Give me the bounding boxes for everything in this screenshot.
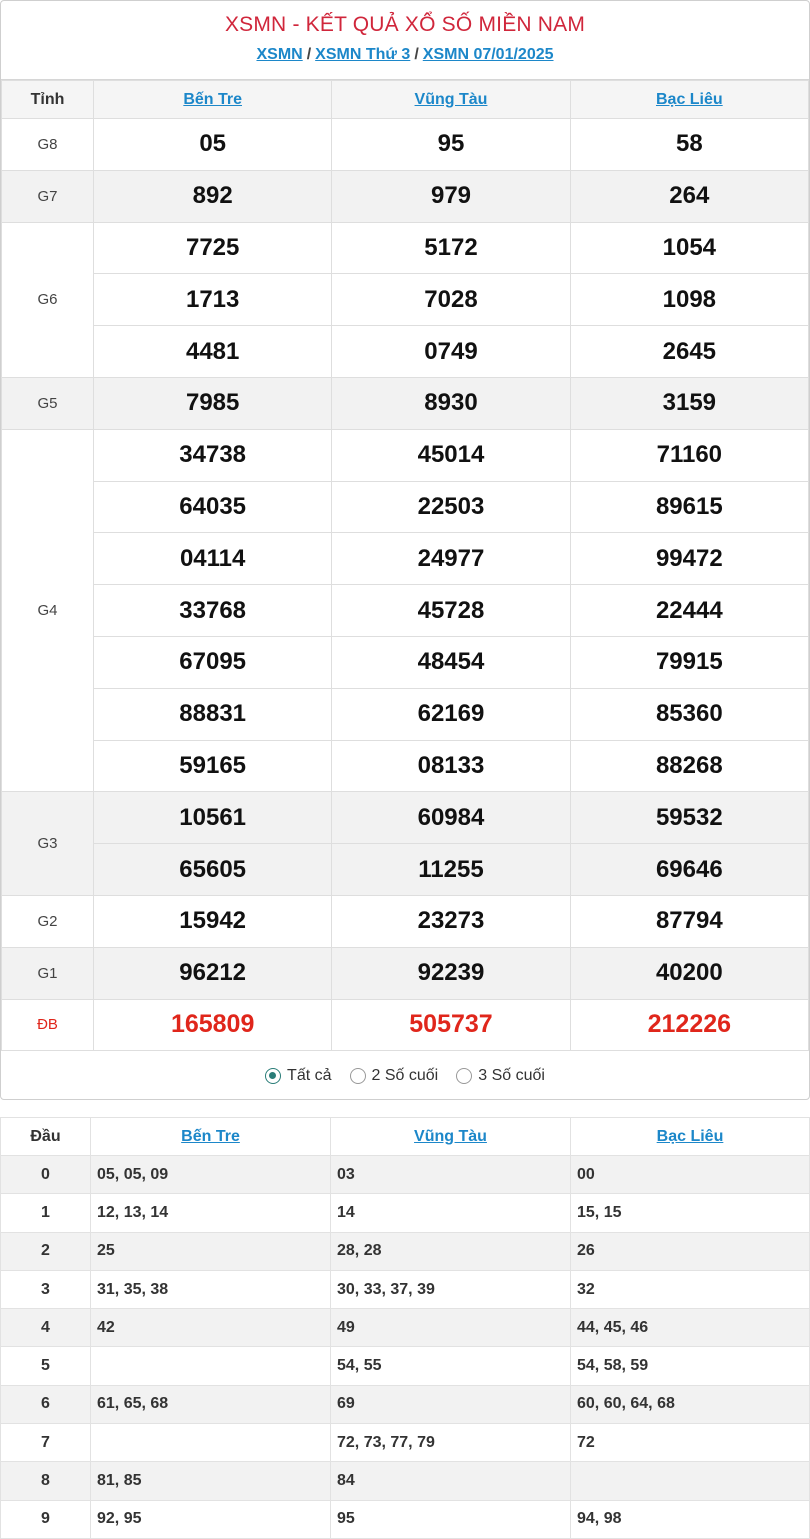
tail-numbers: [91, 1424, 331, 1462]
prize-row-g4: [2, 688, 809, 740]
province-link-bac-lieu[interactable]: Bạc Liêu: [655, 90, 723, 108]
results-table-header: [2, 81, 809, 119]
head-digit-row: [1, 1309, 810, 1347]
radio-selected-icon[interactable]: [265, 1068, 281, 1084]
prize-label: G5: [2, 377, 94, 429]
prize-row-g4: [2, 585, 809, 637]
special-prize-number: 505737: [332, 999, 570, 1051]
prize-number: 79915: [570, 636, 808, 688]
page-title: XSMN - KẾT QUẢ XỔ SỐ MIỀN NAM: [224, 13, 586, 36]
prize-number: 40200: [570, 947, 808, 999]
prize-number: 11255: [332, 844, 570, 896]
prize-number: 1054: [570, 222, 808, 274]
col-header-province: [331, 1118, 571, 1156]
tail-numbers: [571, 1462, 810, 1500]
tail-numbers: 72: [571, 1424, 810, 1462]
tail-numbers: 84: [331, 1462, 571, 1500]
head-digit-row: [1, 1424, 810, 1462]
prize-number: 7985: [94, 377, 332, 429]
tail-numbers: 03: [331, 1156, 571, 1194]
radio-icon[interactable]: [350, 1068, 366, 1084]
prize-row-g7: [2, 170, 809, 222]
tail-numbers: [91, 1347, 331, 1385]
radio-icon[interactable]: [456, 1068, 472, 1084]
tail-numbers: 49: [331, 1309, 571, 1347]
prize-number: 88831: [94, 688, 332, 740]
head-digit: 5: [1, 1347, 91, 1385]
tail-numbers: 26: [571, 1232, 810, 1270]
prize-number: 89615: [570, 481, 808, 533]
head-digit-row: [1, 1347, 810, 1385]
tail-numbers: 81, 85: [91, 1462, 331, 1500]
prize-number: 96212: [94, 947, 332, 999]
prize-row-g4: [2, 636, 809, 688]
results-header: [1, 1, 809, 80]
tail-numbers: 00: [571, 1156, 810, 1194]
head-digit-row: [1, 1270, 810, 1308]
tail-numbers: 44, 45, 46: [571, 1309, 810, 1347]
special-prize-number: 165809: [94, 999, 332, 1051]
province-link-ben-tre[interactable]: Bến Tre: [183, 90, 242, 108]
tail-numbers: 92, 95: [91, 1500, 331, 1538]
prize-row-g6: [2, 326, 809, 378]
prize-label: G1: [2, 947, 94, 999]
tail-numbers: 12, 13, 14: [91, 1194, 331, 1232]
head-digit-row: [1, 1500, 810, 1538]
breadcrumb-link-weekday[interactable]: XSMN Thứ 3: [315, 46, 411, 63]
prize-row-g2: [2, 895, 809, 947]
prize-number: 33768: [94, 585, 332, 637]
tail-numbers: 94, 98: [571, 1500, 810, 1538]
prize-number: 64035: [94, 481, 332, 533]
filter-option-last-3[interactable]: [456, 1067, 545, 1085]
head-digit: 7: [1, 1424, 91, 1462]
prize-label: G8: [2, 119, 94, 171]
breadcrumb: [1, 46, 809, 64]
tail-numbers: 25: [91, 1232, 331, 1270]
filter-option-label: Tất cả: [287, 1066, 332, 1084]
tail-numbers: 54, 58, 59: [571, 1347, 810, 1385]
tail-numbers: 60, 60, 64, 68: [571, 1385, 810, 1423]
province-link-vung-tau[interactable]: Vũng Tàu: [414, 90, 488, 108]
prize-number: 87794: [570, 895, 808, 947]
prize-number: 65605: [94, 844, 332, 896]
prize-number: 45728: [332, 585, 570, 637]
prize-number: 2645: [570, 326, 808, 378]
col-header-province: [571, 1118, 810, 1156]
prize-row-g8: [2, 119, 809, 171]
head-digit: 1: [1, 1194, 91, 1232]
prize-number: 10561: [94, 792, 332, 844]
special-prize-number: 212226: [570, 999, 808, 1051]
tail-numbers: 32: [571, 1270, 810, 1308]
head-digit: 2: [1, 1232, 91, 1270]
head-digit-table-header: [1, 1118, 810, 1156]
prize-row-g4: [2, 740, 809, 792]
breadcrumb-separator: /: [414, 46, 419, 63]
prize-number: 1713: [94, 274, 332, 326]
tail-numbers: 72, 73, 77, 79: [331, 1424, 571, 1462]
prize-number: 8930: [332, 377, 570, 429]
prize-number: 15942: [94, 895, 332, 947]
prize-number: 34738: [94, 429, 332, 481]
prize-row-g4: [2, 481, 809, 533]
prize-number: 95: [332, 119, 570, 171]
prize-number: 62169: [332, 688, 570, 740]
prize-row-g3: [2, 844, 809, 896]
col-header-province: [332, 81, 570, 119]
prize-number: 99472: [570, 533, 808, 585]
prize-row-g4: [2, 533, 809, 585]
col-header-province: [94, 81, 332, 119]
prize-row-g4: [2, 429, 809, 481]
col-header-head-digit: Đầu: [1, 1118, 91, 1156]
col-header-province: [91, 1118, 331, 1156]
prize-number: 22503: [332, 481, 570, 533]
digit-filter: [1, 1051, 809, 1100]
prize-label: G2: [2, 895, 94, 947]
prize-row-g6: [2, 222, 809, 274]
prize-number: 22444: [570, 585, 808, 637]
prize-number: 7028: [332, 274, 570, 326]
prize-number: 979: [332, 170, 570, 222]
province-link-vung-tau[interactable]: Vũng Tàu: [414, 1127, 487, 1145]
breadcrumb-separator: /: [306, 46, 312, 63]
head-digit-row: [1, 1156, 810, 1194]
province-link-ben-tre[interactable]: Bến Tre: [181, 1127, 240, 1145]
prize-number: 1098: [570, 274, 808, 326]
filter-option-label: 2 Số cuối: [371, 1066, 439, 1084]
head-digit: 6: [1, 1385, 91, 1423]
head-digit-row: [1, 1462, 810, 1500]
head-digit-row: [1, 1385, 810, 1423]
prize-number: 7725: [94, 222, 332, 274]
prize-number: 60984: [332, 792, 570, 844]
filter-option-label: 3 Số cuối: [478, 1066, 545, 1084]
prize-label: G7: [2, 170, 94, 222]
prize-number: 3159: [570, 377, 808, 429]
prize-number: 85360: [570, 688, 808, 740]
head-digit-table: [0, 1117, 810, 1539]
prize-number: 59532: [570, 792, 808, 844]
prize-row-g5: [2, 377, 809, 429]
tail-numbers: 69: [331, 1385, 571, 1423]
filter-option-last-2[interactable]: [350, 1067, 439, 1085]
results-table: [1, 80, 809, 1051]
prize-number: 59165: [94, 740, 332, 792]
tail-numbers: 30, 33, 37, 39: [331, 1270, 571, 1308]
prize-number: 88268: [570, 740, 808, 792]
prize-number: 67095: [94, 636, 332, 688]
tail-numbers: 15, 15: [571, 1194, 810, 1232]
head-digit: 0: [1, 1156, 91, 1194]
prize-number: 48454: [332, 636, 570, 688]
prize-row-special: [2, 999, 809, 1051]
tail-numbers: 95: [331, 1500, 571, 1538]
tail-numbers: 05, 05, 09: [91, 1156, 331, 1194]
prize-row-g3: [2, 792, 809, 844]
head-digit: 9: [1, 1500, 91, 1538]
tail-numbers: 42: [91, 1309, 331, 1347]
prize-number: 24977: [332, 533, 570, 585]
prize-number: 69646: [570, 844, 808, 896]
prize-label: G3: [2, 792, 94, 896]
prize-number: 5172: [332, 222, 570, 274]
head-digit-row: [1, 1232, 810, 1270]
head-digit: 8: [1, 1462, 91, 1500]
prize-number: 0749: [332, 326, 570, 378]
prize-number: 08133: [332, 740, 570, 792]
prize-number: 23273: [332, 895, 570, 947]
prize-number: 264: [570, 170, 808, 222]
breadcrumb-link-date[interactable]: XSMN 07/01/2025: [422, 46, 554, 63]
tail-numbers: 61, 65, 68: [91, 1385, 331, 1423]
special-prize-label: ĐB: [2, 999, 94, 1051]
head-digit: 3: [1, 1270, 91, 1308]
tail-numbers: 28, 28: [331, 1232, 571, 1270]
prize-number: 71160: [570, 429, 808, 481]
prize-number: 04114: [94, 533, 332, 585]
province-link-bac-lieu[interactable]: Bạc Liêu: [656, 1127, 724, 1145]
col-header-province: [570, 81, 808, 119]
prize-number: 05: [94, 119, 332, 171]
prize-label: G4: [2, 429, 94, 792]
prize-row-g1: [2, 947, 809, 999]
prize-number: 4481: [94, 326, 332, 378]
filter-option-all[interactable]: [265, 1067, 331, 1085]
col-header-province-label: Tỉnh: [2, 81, 94, 119]
head-digit: 4: [1, 1309, 91, 1347]
prize-number: 92239: [332, 947, 570, 999]
tail-numbers: 14: [331, 1194, 571, 1232]
head-digit-row: [1, 1194, 810, 1232]
prize-number: 45014: [332, 429, 570, 481]
tail-numbers: 54, 55: [331, 1347, 571, 1385]
prize-number: 58: [570, 119, 808, 171]
breadcrumb-link-xsmn[interactable]: XSMN: [256, 46, 303, 63]
prize-row-g6: [2, 274, 809, 326]
tail-numbers: 31, 35, 38: [91, 1270, 331, 1308]
prize-number: 892: [94, 170, 332, 222]
prize-label: G6: [2, 222, 94, 377]
